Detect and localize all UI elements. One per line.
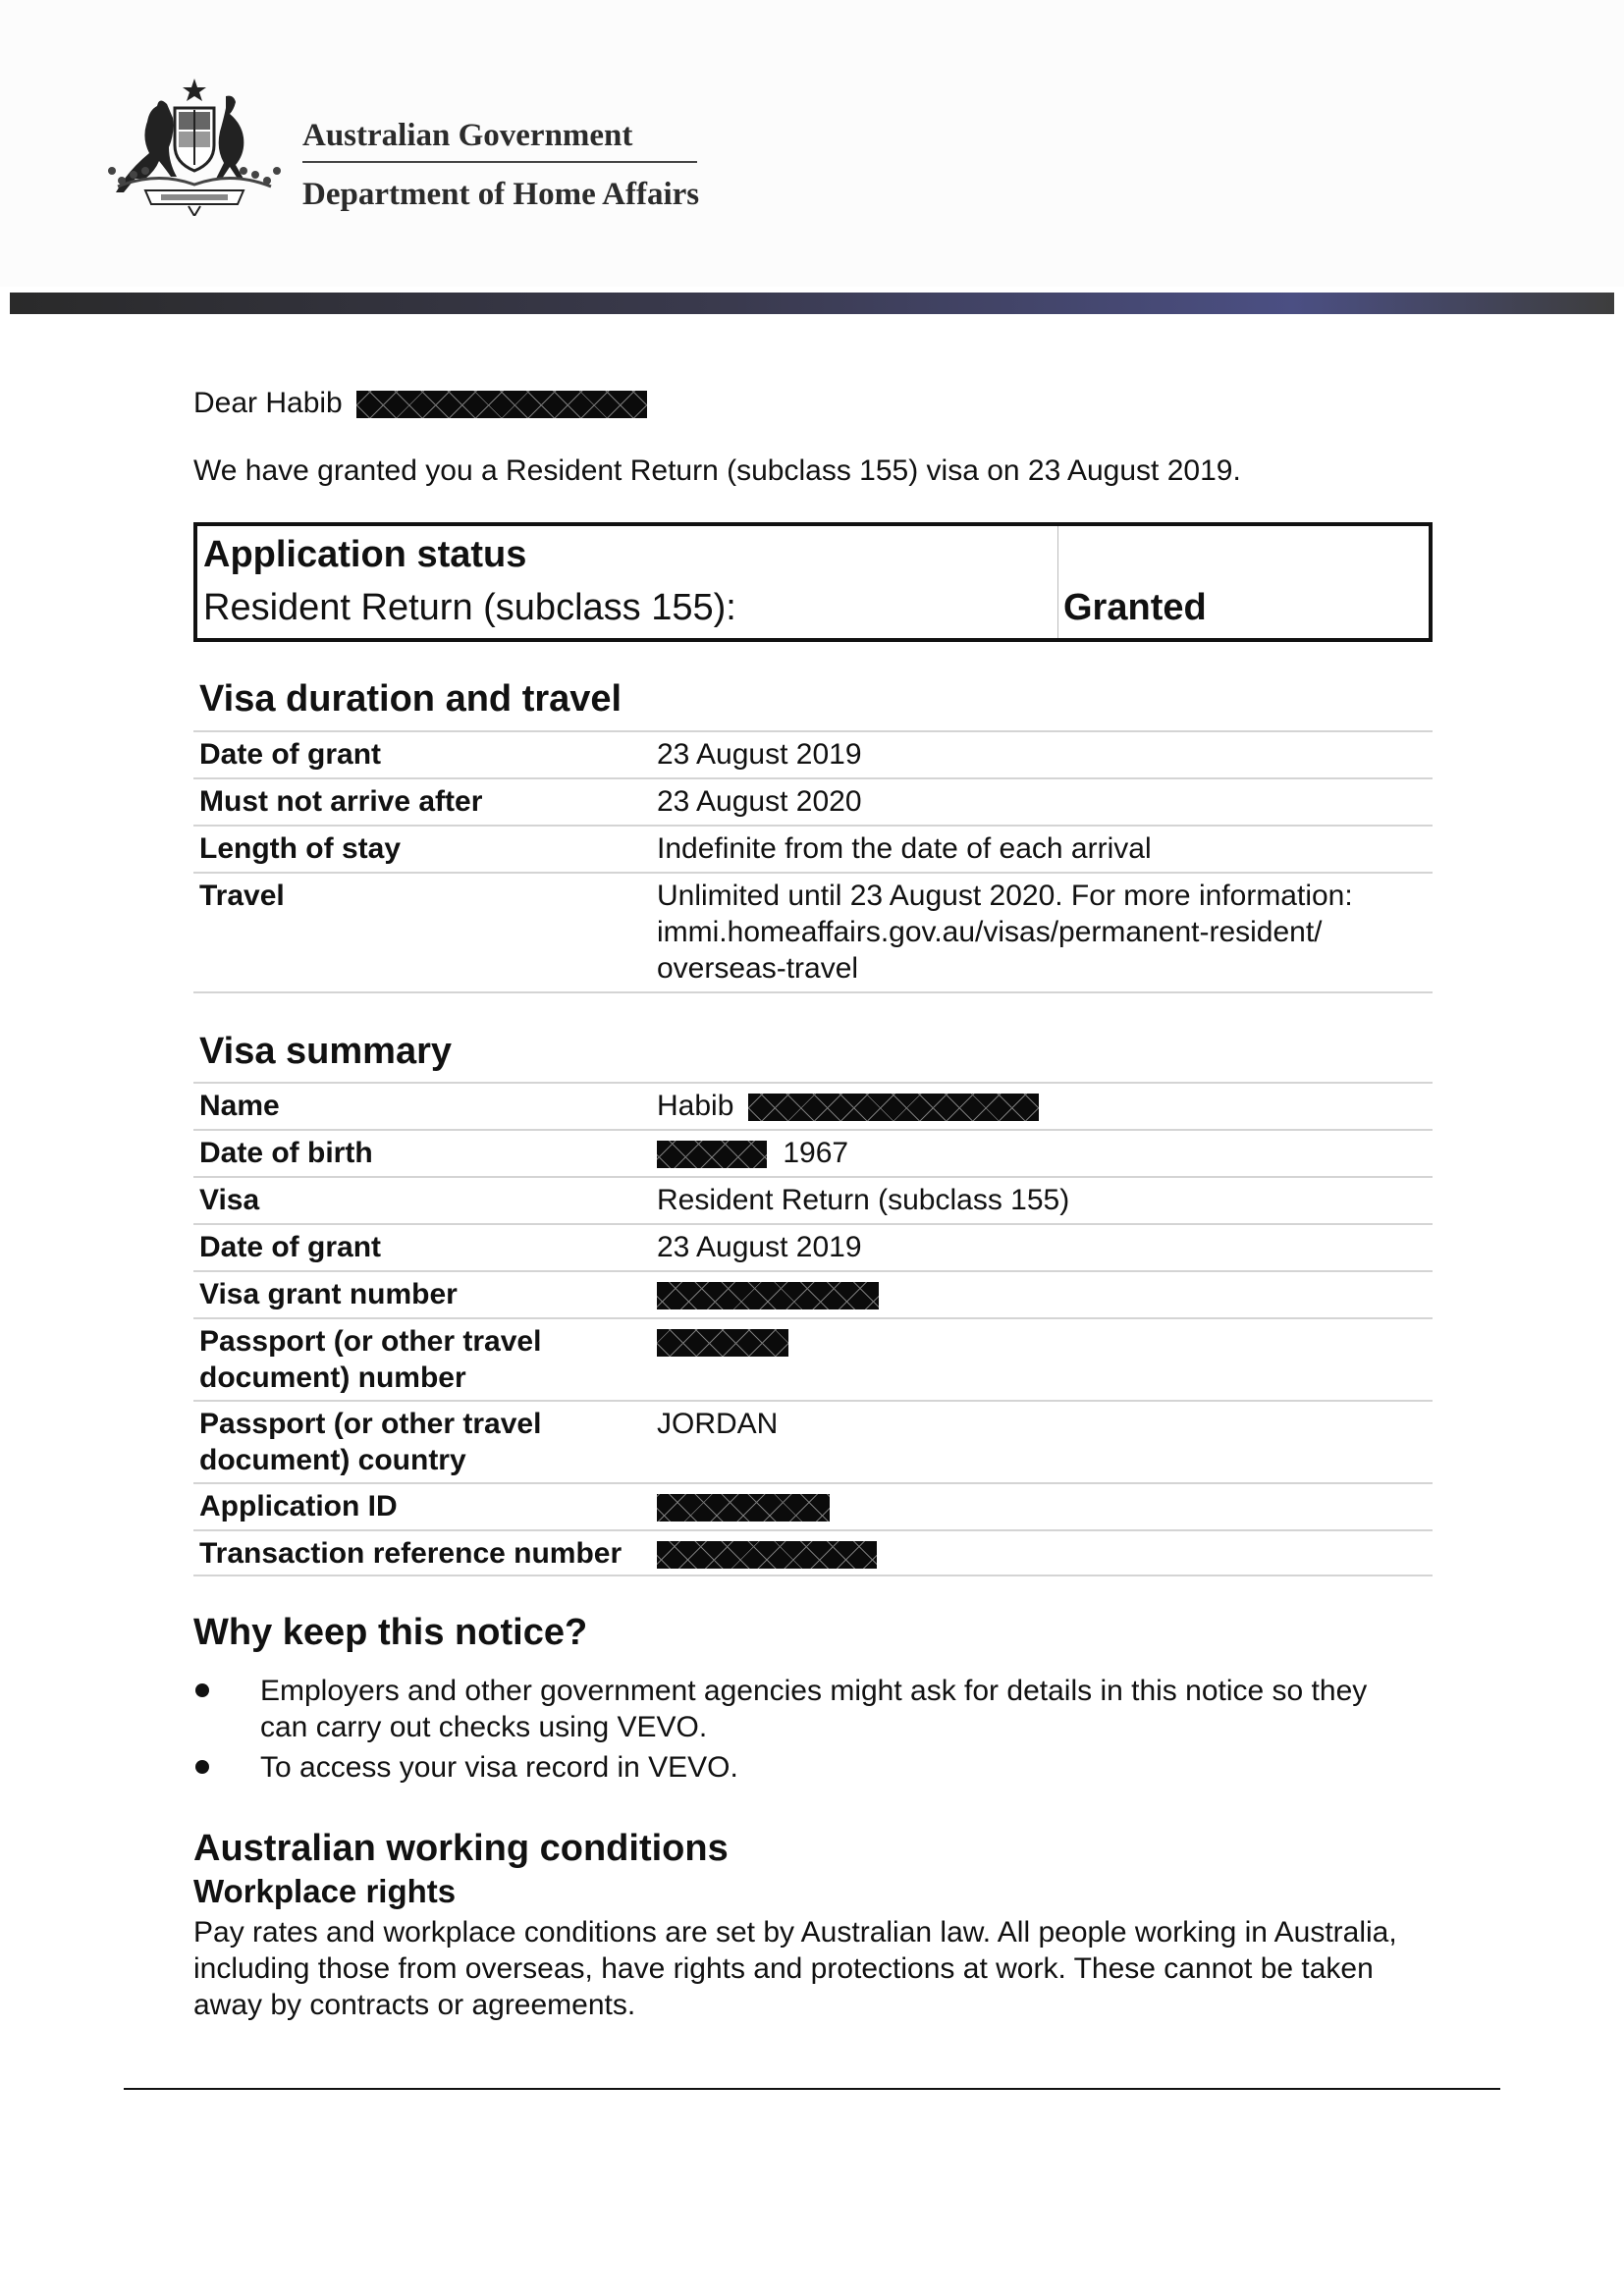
row-label: Date of grant (199, 1231, 382, 1263)
bullet-line: To access your visa record in VEVO. (260, 1751, 738, 1784)
redaction-box (657, 1494, 830, 1522)
bullet-text (260, 1749, 1433, 1786)
table-row (193, 1317, 1433, 1400)
status-divider (1057, 526, 1058, 638)
travel-link-line[interactable]: immi.homeaffairs.gov.au/visas/permanent-resident/ (657, 916, 1323, 948)
redaction-box (657, 1329, 788, 1357)
status-title: Application status (203, 534, 527, 575)
row-value (657, 878, 1433, 987)
travel-link-line[interactable]: overseas-travel (657, 952, 859, 985)
row-value: 23 August 2020 (657, 785, 862, 818)
row-value (657, 1135, 1433, 1171)
greeting (193, 385, 647, 421)
government-wordmark (302, 116, 699, 214)
table-row (193, 730, 1433, 777)
table-row (193, 1176, 1433, 1223)
row-label-line: Passport (or other travel (199, 1325, 542, 1358)
row-label: Must not arrive after (199, 785, 483, 818)
bullet-text (260, 1673, 1433, 1745)
why-keep-title: Why keep this notice? (193, 1612, 588, 1653)
row-value (657, 1535, 1433, 1572)
row-label: Travel (199, 880, 285, 912)
table-row (193, 1082, 1433, 1129)
row-value (657, 1323, 1433, 1360)
table-row (193, 1400, 1433, 1482)
paragraph-line: away by contracts or agreements. (193, 1989, 636, 2021)
table-row (193, 1482, 1433, 1529)
table-row (193, 872, 1433, 993)
row-value (657, 1088, 1433, 1124)
row-label-line: Passport (or other travel (199, 1408, 542, 1440)
table-row (193, 1529, 1433, 1576)
table-row (193, 1223, 1433, 1270)
application-status-box (193, 522, 1433, 642)
table-row (193, 1129, 1433, 1176)
status-label: Resident Return (subclass 155): (203, 587, 736, 628)
row-label: Date of grant (199, 738, 382, 771)
row-value: JORDAN (657, 1408, 779, 1440)
coat-of-arms-icon (98, 77, 291, 216)
table-row (193, 825, 1433, 872)
paragraph-line: including those from overseas, have rights and protections at work. These cannot be taken (193, 1952, 1374, 1985)
bullet-line: can carry out checks using VEVO. (260, 1711, 708, 1743)
row-label-line: document) number (199, 1362, 466, 1394)
visa-duration-title: Visa duration and travel (199, 678, 623, 720)
header-band (10, 293, 1614, 314)
bullet-icon (195, 1683, 209, 1697)
workplace-rights-subtitle: Workplace rights (193, 1873, 457, 1909)
table-row (193, 777, 1433, 825)
travel-line: Unlimited until 23 August 2020. For more information: (657, 880, 1353, 912)
greeting-text: Dear Habib (193, 387, 343, 419)
bullet-line: Employers and other government agencies might ask for details in this notice so they (260, 1675, 1368, 1707)
footer-divider (124, 2088, 1500, 2090)
status-value: Granted (1063, 587, 1207, 628)
row-value (657, 1488, 1433, 1524)
department-name: Department of Home Affairs (302, 177, 700, 212)
row-value: 23 August 2019 (657, 738, 862, 771)
row-label: Visa (199, 1184, 260, 1216)
row-label (199, 1323, 641, 1396)
workplace-rights-paragraph (193, 1914, 1433, 2023)
row-value: Resident Return (subclass 155) (657, 1184, 1070, 1216)
table-row (193, 1270, 1433, 1317)
visa-summary-title: Visa summary (199, 1031, 453, 1072)
row-value: 23 August 2019 (657, 1231, 862, 1263)
row-label-line: document) country (199, 1444, 466, 1476)
birth-year-value: 1967 (783, 1137, 849, 1169)
name-value: Habib (657, 1090, 734, 1122)
intro-text: We have granted you a Resident Return (subclass 155) visa on 23 August 2019. (193, 454, 1241, 487)
working-conditions-title: Australian working conditions (193, 1828, 729, 1869)
government-name: Australian Government (302, 118, 633, 153)
letterhead (0, 0, 1624, 287)
row-label: Application ID (199, 1490, 398, 1522)
row-label: Visa grant number (199, 1278, 458, 1310)
redaction-box (657, 1141, 767, 1168)
row-label: Date of birth (199, 1137, 373, 1169)
redaction-box (657, 1282, 879, 1309)
row-label: Transaction reference number (199, 1537, 623, 1570)
redaction-box (657, 1541, 877, 1569)
bullet-icon (195, 1760, 209, 1774)
wordmark-divider (302, 161, 697, 163)
row-value (657, 1276, 1433, 1312)
redaction-box (356, 391, 647, 418)
row-value: Indefinite from the date of each arrival (657, 832, 1152, 865)
row-label: Name (199, 1090, 280, 1122)
row-label (199, 1406, 641, 1478)
row-label: Length of stay (199, 832, 402, 865)
paragraph-line: Pay rates and workplace conditions are set by Australian law. All people working in Australia, (193, 1916, 1397, 1949)
redaction-box (748, 1094, 1039, 1121)
